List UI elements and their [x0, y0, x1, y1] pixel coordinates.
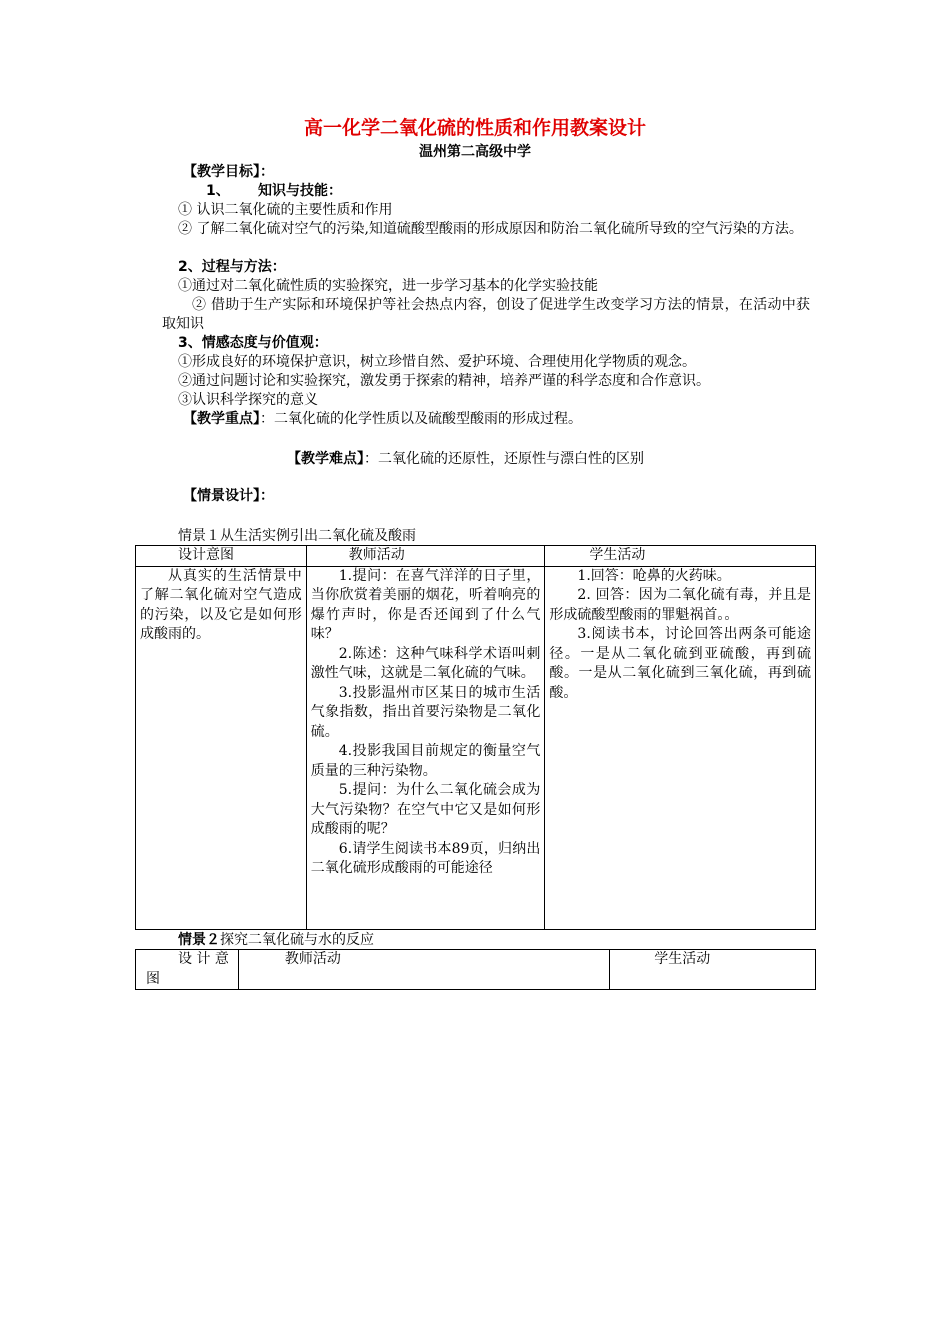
knowledge-number: 1、	[206, 183, 230, 199]
scene2-header-design-intent: 设 计 意图	[136, 950, 239, 990]
student-cell	[545, 566, 816, 929]
emotion-item-1: ①形成良好的环境保护意识，树立珍惜自然、爱护环境、合理使用化学物质的观念。	[178, 354, 696, 370]
intent-cell	[136, 566, 307, 929]
process-heading: 2、过程与方法：	[178, 259, 286, 275]
emotion-item-2: ②通过问题讨论和实验探究，激发勇于探索的精神，培养严谨的科学态度和合作意识。	[178, 373, 710, 389]
teacher-step: 1.提问：在喜气洋洋的日子里，当你欣赏着美丽的烟花，听着响亮的爆竹声时，你是否还闻到了什么气味？	[310, 567, 541, 642]
school-name: 温州第二高级中学	[419, 144, 531, 160]
intent-text: 从真实的生活情景中了解二氧化硫对空气造成的污染，以及它是如何形成酸雨的。	[140, 567, 302, 642]
student-step: 1.回答：呛鼻的火药味。	[577, 567, 731, 584]
scene1-content-row	[136, 566, 816, 929]
process-item-2: ② 借助于生产实际和环境保护等社会热点内容，创设了促进学生改变学习方法的情景，在活动中获取知识	[162, 297, 810, 332]
emotion-item-3: ③认识科学探究的意义	[178, 392, 318, 408]
emotion-heading: 3、情感态度与价值观：	[178, 335, 328, 351]
teacher-step: 3.投影温州市区某日的城市生活气象指数，指出首要污染物是二氧化硫。	[310, 684, 541, 740]
teacher-step: 5.提问：为什么二氧化硫会成为大气污染物？在空气中它又是如何形成酸雨的呢？	[310, 782, 541, 837]
scene1-header-row	[136, 546, 816, 567]
scenario-design-heading: 【情景设计】：	[183, 488, 274, 504]
document-title: 高一化学二氧化硫的性质和作用教案设计	[303, 117, 646, 139]
difficulty	[287, 450, 644, 469]
key-point-label: 【教学重点】	[183, 411, 260, 427]
process-item-1: ①通过对二氧化硫性质的实验探究，进一步学习基本的化学实验技能	[178, 278, 598, 294]
scene1-caption: 情景１从生活实例引出二氧化硫及酸雨	[178, 528, 416, 544]
scene2-header-row	[136, 950, 816, 990]
scene2-header-student-activity: 学生活动	[610, 950, 816, 990]
key-point-text: ：二氧化硫的化学性质以及硫酸型酸雨的形成过程。	[260, 411, 582, 427]
scene1-table	[135, 545, 816, 930]
teacher-step: 4.投影我国目前规定的衡量空气质量的三种污染物。	[310, 743, 541, 779]
key-point	[183, 410, 582, 429]
difficulty-text: ：二氧化硫的还原性，还原性与漂白性的区别	[364, 451, 644, 467]
header-design-intent: 设计意图	[136, 546, 307, 567]
header-student-activity: 学生活动	[545, 546, 816, 567]
scene2-caption-text: 探究二氧化硫与水的反应	[220, 932, 374, 948]
header-teacher-activity: 教师活动	[306, 546, 545, 567]
scene2-header-teacher-activity: 教师活动	[238, 950, 609, 990]
difficulty-label: 【教学难点】	[287, 451, 364, 467]
objectives-heading: 【教学目标】：	[183, 164, 274, 180]
teacher-cell	[306, 566, 545, 929]
teacher-step: 6.请学生阅读书本89页，归纳出二氧化硫形成酸雨的可能途径	[310, 840, 541, 876]
student-step: 2. 回答：因为二氧化硫有毒，并且是形成硫酸型酸雨的罪魁祸首。。	[549, 587, 811, 623]
scene2-caption-label: 情景２	[178, 932, 220, 948]
teacher-step: 2.陈述：这种气味科学术语叫刺激性气味，这就是二氧化硫的气味。	[310, 645, 541, 681]
scene2-caption	[178, 931, 374, 950]
knowledge-heading: 知识与技能：	[258, 183, 342, 199]
knowledge-item-1: ① 认识二氧化硫的主要性质和作用	[178, 202, 393, 218]
scene2-table	[135, 949, 816, 990]
student-step: 3.阅读书本，讨论回答出两条可能途径。一是从二氧化硫到亚硫酸，再到硫酸。一是从二氧化硫到三氧化硫，再到硫酸。	[549, 626, 811, 701]
knowledge-item-2: ② 了解二氧化硫对空气的污染,知道硫酸型酸雨的形成原因和防治二氧化硫所导致的空气污染的方法。	[178, 221, 803, 237]
